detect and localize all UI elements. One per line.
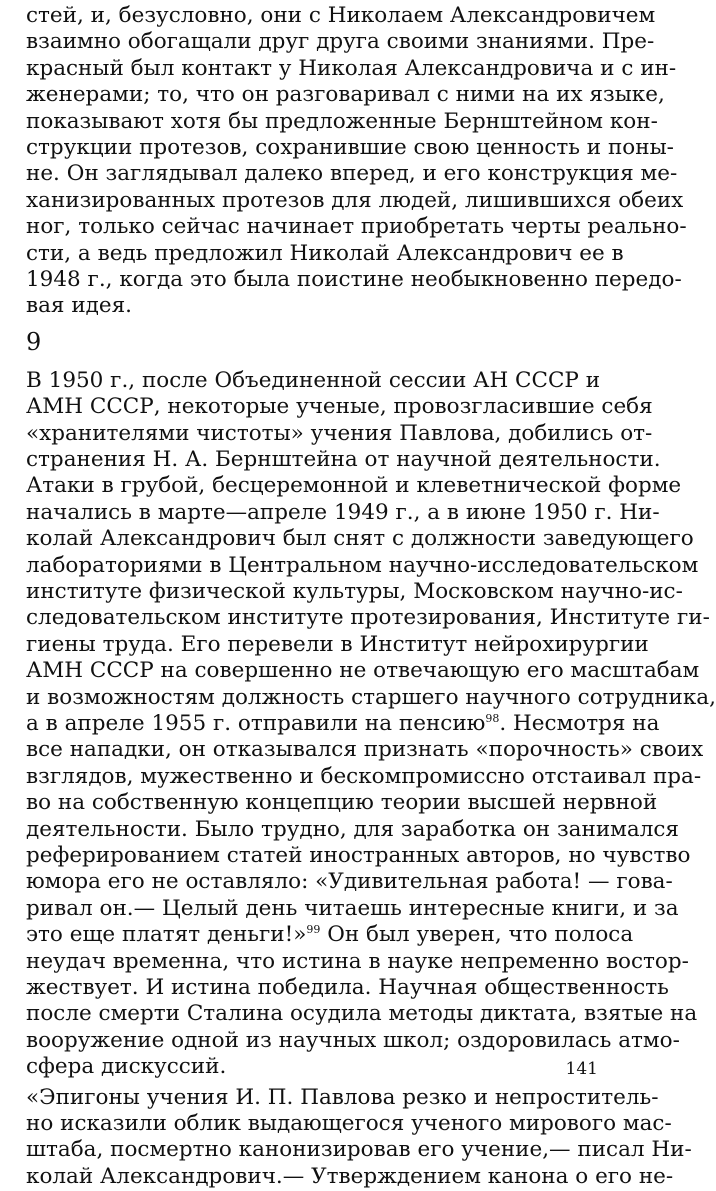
text-line: во на собственную концепцию теории высшей нервной (26, 790, 658, 816)
text-line: гиены труда. Его перевели в Институт нейрохирургии (26, 631, 649, 657)
text-line: женерами; то, что он разговаривал с ними на их языке, (26, 82, 665, 108)
text-line: ханизированных протезов для людей, лишившихся обеих (26, 187, 684, 213)
text-line: 1948 г., когда это была поистине необыкновенно передо- (26, 267, 682, 292)
text-line: АМН СССР на совершенно не отвечающую его масштабам (26, 658, 700, 684)
text-line: сфера дискуссий. (26, 1054, 227, 1080)
text-line: АМН СССР, некоторые ученые, провозгласившие себя (26, 394, 653, 420)
text-line: сти, а ведь предложил Николай Александрович ее в (26, 240, 624, 266)
text-line: взглядов, мужественно и бескомпромиссно отстаивал пра- (26, 763, 702, 789)
text-line: «Эпигоны учения И. П. Павлова резко и непроститель- (26, 1084, 659, 1110)
text-line: Атаки в грубой, бесцеремонной и клеветнической форме (26, 473, 682, 499)
text-line: ног, только сейчас начинает приобретать черты реально- (26, 214, 687, 240)
text-line: «хранителями чистоты» учения Павлова, добились от- (26, 420, 653, 446)
text-line: штаба, посмертно канонизировав его учение,— писал Ни- (26, 1137, 692, 1163)
text-line: стей, и, безусловно, они с Николаем Александровичем (26, 3, 656, 28)
text-fragment: это еще платят деньги!» (26, 922, 307, 948)
text-line: деятельности. Было трудно, для заработка он занимался (26, 816, 679, 842)
text-line (26, 921, 634, 949)
text-line: и возможностям должность старшего научного сотрудника, (26, 684, 716, 710)
text-line: показывают хотя бы предложенные Бернштейном кон- (26, 108, 658, 134)
text-line: струкции протезов, сохранившие свою ценность и поны- (26, 135, 674, 160)
text-fragment: . Несмотря на (499, 711, 660, 736)
footnote-ref-98[interactable]: 98 (485, 711, 500, 725)
text-fragment: Он был уверен, что полоса (320, 922, 634, 948)
text-line: красный был контакт у Николая Александровича и с ин- (26, 55, 677, 81)
text-line: вая идея. (26, 293, 133, 319)
text-line: вооружение одной из научных школ; оздоровилась атмо- (26, 1027, 680, 1053)
text-line: институте физической культуры, Московском научно-ис- (26, 579, 683, 604)
text-line: начались в марте—апреле 1949 г., а в июне 1950 г. Ни- (26, 499, 660, 525)
page-number: 141 (565, 1059, 598, 1079)
text-line: следовательском институте протезирования, Институте ги- (26, 605, 710, 631)
text-line: колай Александрович был снят с должности заведующего (26, 526, 694, 552)
text-line: В 1950 г., после Объединенной сессии АН СССР и (26, 367, 601, 393)
text-line: но исказили облик выдающегося ученого мирового мас- (26, 1111, 672, 1136)
text-line: реферированием статей иностранных авторов, но чувство (26, 843, 691, 868)
text-line: неудач временна, что истина в науке непременно востор- (26, 948, 689, 974)
text-line: колай Александрович.— Утверждением канона о его не- (26, 1163, 674, 1189)
text-line: все нападки, он отказывался признать «порочность» своих (26, 737, 704, 763)
section-number: 9 (26, 327, 42, 356)
text-line: странения Н. А. Бернштейна от научной деятельности. (26, 447, 661, 472)
text-line (26, 710, 660, 738)
footnote-ref-99[interactable]: 99 (306, 923, 321, 937)
text-line: жествует. И истина победила. Научная общественность (26, 975, 669, 1000)
text-line: лабораториями в Центральном научно-исследовательском (26, 552, 699, 578)
text-line: не. Он заглядывал далеко вперед, и его конструкция ме- (26, 161, 678, 187)
text-line: юмора его не оставляло: «Удивительная работа! — гова- (26, 869, 673, 895)
text-line: после смерти Сталина осудила методы диктата, взятые на (26, 1001, 698, 1027)
text-line: взаимно обогащали друг друга своими знаниями. Пре- (26, 29, 655, 55)
text-fragment: а в апреле 1955 г. отправили на пенсию (26, 711, 486, 736)
text-line: ривал он.— Целый день читаешь интересные книги, и за (26, 895, 679, 921)
